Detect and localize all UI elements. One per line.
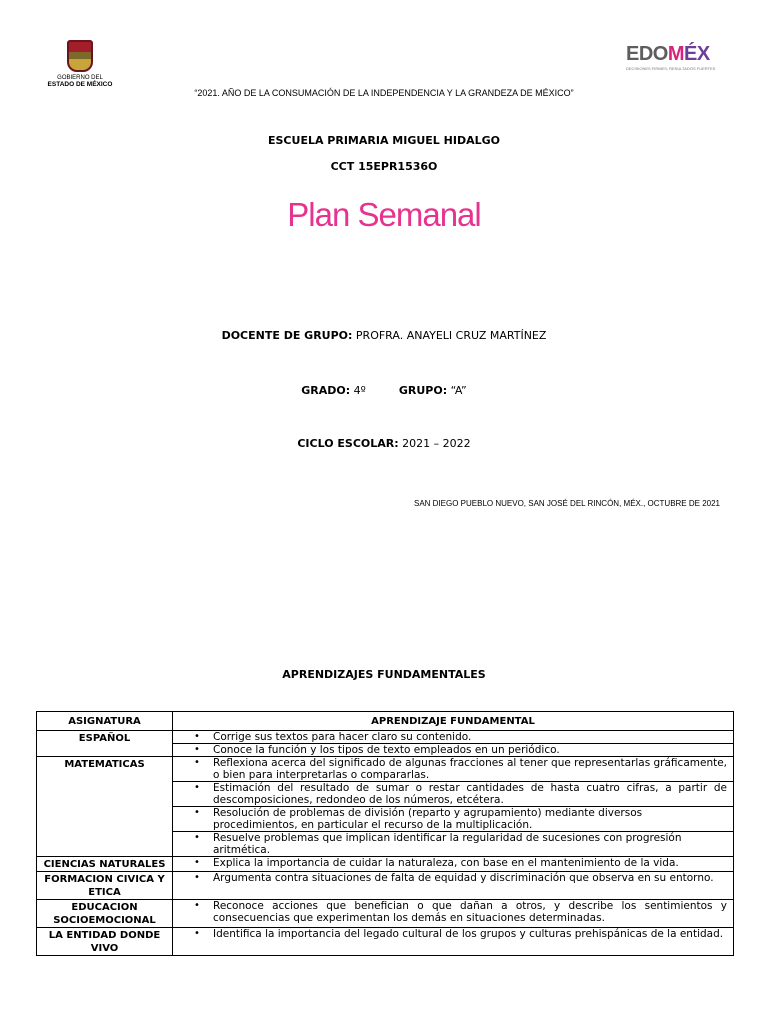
learning-cell: • Resolución de problemas de división (reparto y agrupamiento) mediante diversos procedimientos, en particular el recurso de la multiplicación. xyxy=(173,807,734,832)
learnings-table xyxy=(36,711,734,956)
year-motto: “2021. AÑO DE LA CONSUMACIÓN DE LA INDEPENDENCIA Y LA GRANDEZA DE MÉXICO” xyxy=(194,88,574,98)
table-row xyxy=(37,757,734,782)
learning-cell: • Reflexiona acerca del significado de algunas fracciones al tener que representarlas gráficamente, o bien para interpretarlas o compararlas. xyxy=(173,757,734,782)
learning-cell: • Resuelve problemas que implican identificar la regularidad de sucesiones con progresión aritmética. xyxy=(173,832,734,857)
subject-cell: EDUCACION SOCIOEMOCIONAL xyxy=(37,900,173,928)
header-aprendizaje: APRENDIZAJE FUNDAMENTAL xyxy=(173,712,734,731)
table-header-row xyxy=(37,712,734,731)
subject-cell: MATEMATICAS xyxy=(37,757,173,857)
subject-cell: CIENCIAS NATURALES xyxy=(37,857,173,872)
learning-cell: • Reconoce acciones que benefician o que dañan a otros, y describe los sentimientos y consecuencias que experimentan los demás en situaciones determinadas. xyxy=(173,900,734,928)
table-row xyxy=(37,928,734,956)
learning-cell: • Corrige sus textos para hacer claro su contenido. xyxy=(173,731,734,744)
gob-logo-line1: GOBIERNO DEL xyxy=(57,75,103,81)
table-row xyxy=(37,872,734,900)
page-title: Plan Semanal xyxy=(287,196,481,233)
edomex-logo-word: EDOMÉX xyxy=(626,43,710,65)
edomex-logo xyxy=(626,43,716,84)
table-row xyxy=(37,857,734,872)
docente-label: DOCENTE DE GRUPO: xyxy=(221,329,353,342)
school-cct: CCT 15EPR1536O xyxy=(330,160,438,173)
docente-value: PROFRA. ANAYELI CRUZ MARTÍNEZ xyxy=(355,329,547,342)
table-row xyxy=(37,900,734,928)
section-title: APRENDIZAJES FUNDAMENTALES xyxy=(282,668,486,681)
edomex-tagline: DECISIONES FIRMES, RESULTADOS FUERTES xyxy=(626,66,716,71)
subject-cell: LA ENTIDAD DONDE VIVO xyxy=(37,928,173,956)
gobierno-estado-mexico-logo xyxy=(40,40,120,95)
learning-cell: • Argumenta contra situaciones de falta de equidad y discriminación que observa en su entorno. xyxy=(173,872,734,900)
subject-cell: ESPAÑOL xyxy=(37,731,173,757)
ciclo-value: 2021 – 2022 xyxy=(402,437,471,450)
learning-cell: • Explica la importancia de cuidar la naturaleza, con base en el mantenimiento de la vida. xyxy=(173,857,734,872)
grupo-value: “A” xyxy=(450,384,467,397)
learning-cell: • Conoce la función y los tipos de texto empleados en un periódico. xyxy=(173,744,734,757)
docente-line xyxy=(0,329,768,342)
grupo-label: GRUPO: xyxy=(398,384,448,397)
ciclo-label: CICLO ESCOLAR: xyxy=(297,437,399,450)
grado-grupo-line xyxy=(0,384,768,397)
ciclo-escolar-line xyxy=(0,437,768,450)
subject-cell: FORMACION CIVICA Y ETICA xyxy=(37,872,173,900)
school-name: ESCUELA PRIMARIA MIGUEL HIDALGO xyxy=(268,134,500,147)
grado-label: GRADO: xyxy=(301,384,351,397)
grado-value: 4º xyxy=(353,384,366,397)
place-date: SAN DIEGO PUEBLO NUEVO, SAN JOSÉ DEL RINCÓN, MÉX., OCTUBRE DE 2021 xyxy=(414,499,720,508)
coat-of-arms-icon xyxy=(67,40,93,72)
gob-logo-line2: ESTADO DE MÉXICO xyxy=(47,81,113,88)
learning-cell: • Estimación del resultado de sumar o restar cantidades de hasta cuatro cifras, a partir de descomposiciones, redondeo de los números, etcétera. xyxy=(173,782,734,807)
table-row xyxy=(37,731,734,744)
learning-cell: • Identifica la importancia del legado cultural de los grupos y culturas prehispánicas de la entidad. xyxy=(173,928,734,956)
header-asignatura: ASIGNATURA xyxy=(37,712,173,731)
